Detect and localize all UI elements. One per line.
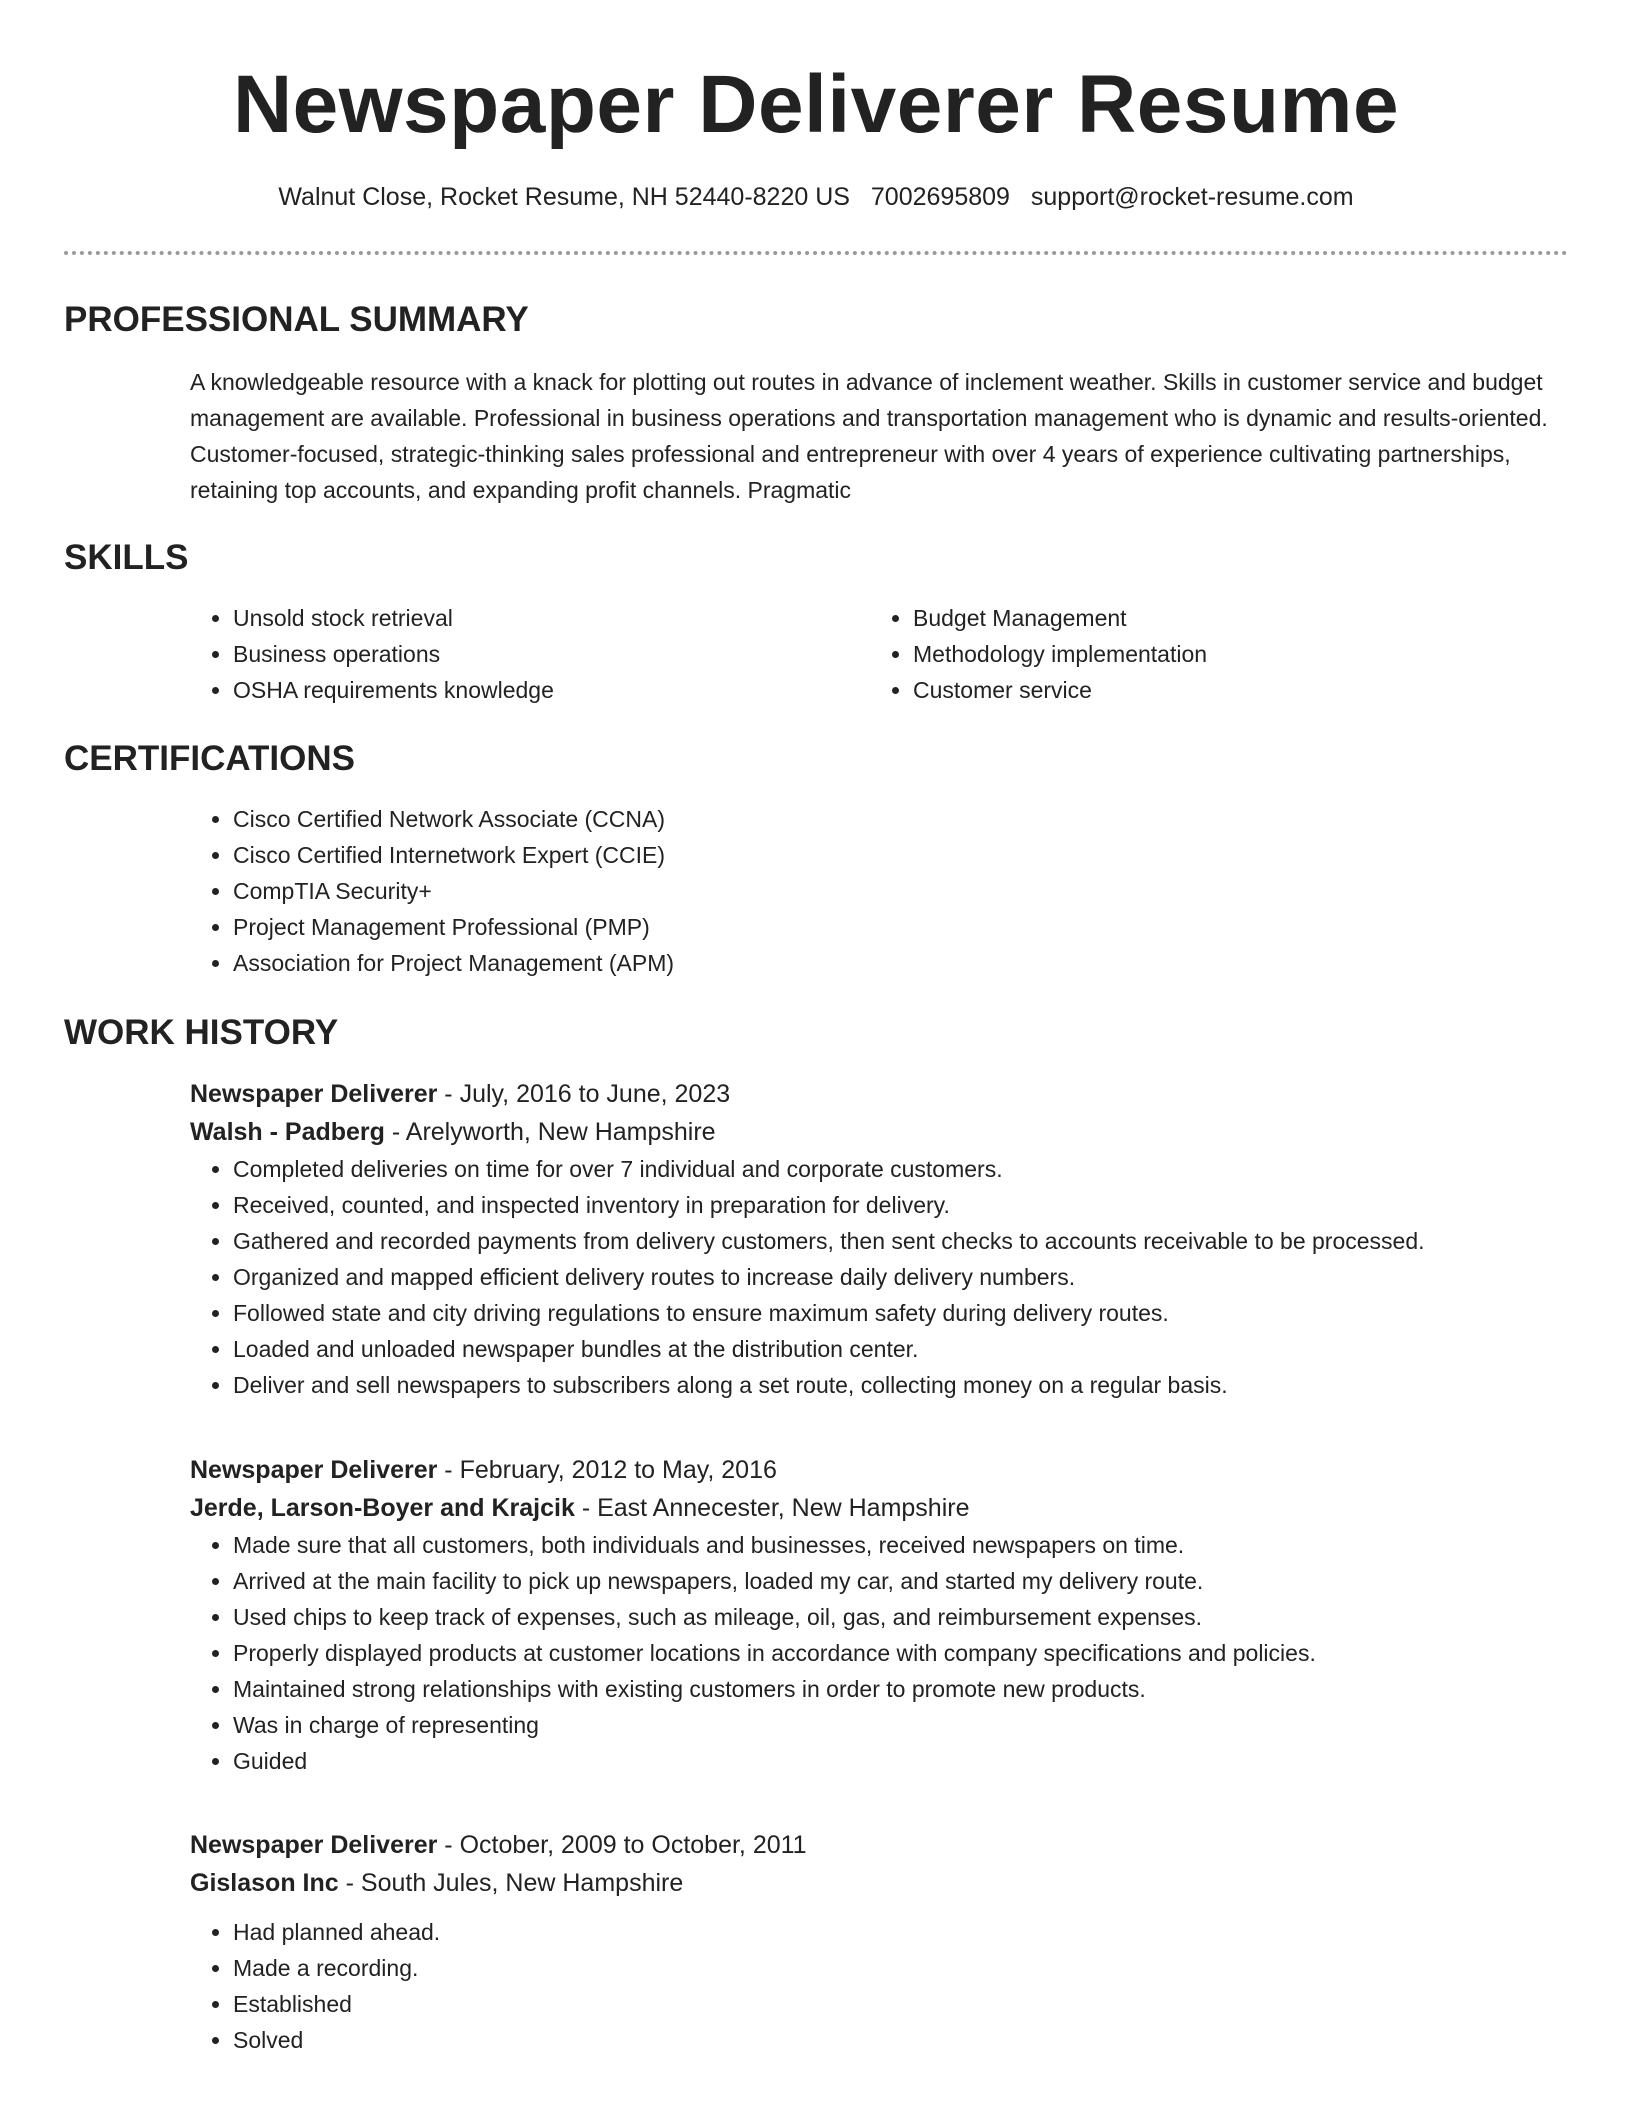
job-location: - South Jules, New Hampshire — [338, 1869, 684, 1897]
contact-email[interactable]: support@rocket-resume.com — [1030, 183, 1354, 211]
job-duty: • Was in charge of representing — [233, 1707, 1568, 1743]
job-entry — [190, 1826, 1568, 2058]
certification-item: • Project Management Professional (PMP) — [233, 909, 1568, 945]
skills-heading: SKILLS — [64, 538, 189, 577]
summary-section — [190, 364, 1568, 508]
job-duty: • Had planned ahead. — [233, 1914, 1568, 1950]
job-duty: • Arrived at the main facility to pick up newspapers, loaded my car, and started my delivery route. — [233, 1563, 1568, 1599]
header-divider — [64, 251, 1568, 255]
job-title-line — [190, 1075, 1568, 1113]
job-duty: • Made sure that all customers, both individuals and businesses, received newspapers on time. — [233, 1527, 1568, 1563]
job-entry — [190, 1075, 1568, 1403]
job-duties — [190, 1527, 1568, 1779]
resume-page — [64, 0, 1568, 2053]
certification-item: • Association for Project Management (APM) — [233, 945, 1568, 981]
job-company: Jerde, Larson-Boyer and Krajcik — [190, 1494, 575, 1522]
job-dates: - July, 2016 to June, 2023 — [437, 1080, 731, 1108]
job-company: Walsh - Padberg — [190, 1118, 385, 1146]
job-duty: • Loaded and unloaded newspaper bundles at the distribution center. — [233, 1331, 1568, 1367]
job-duty: • Followed state and city driving regulations to ensure maximum safety during delivery routes. — [233, 1295, 1568, 1331]
certification-item: • Cisco Certified Internetwork Expert (CCIE) — [233, 837, 1568, 873]
skill-item: • Methodology implementation — [913, 636, 1550, 672]
job-duty: • Maintained strong relationships with existing customers in order to promote new products. — [233, 1671, 1568, 1707]
job-duty: • Gathered and recorded payments from delivery customers, then sent checks to accounts receivable to be processed. — [233, 1223, 1568, 1259]
job-dates: - February, 2012 to May, 2016 — [437, 1456, 777, 1484]
skill-item: • Budget Management — [913, 600, 1550, 636]
certifications-heading: CERTIFICATIONS — [64, 739, 356, 778]
contact-line — [64, 180, 1568, 214]
job-duties — [190, 1914, 1568, 2058]
skill-item: • Unsold stock retrieval — [233, 600, 870, 636]
work-history-heading: WORK HISTORY — [64, 1013, 339, 1052]
skills-column-left — [190, 600, 870, 708]
job-company: Gislason Inc — [190, 1869, 339, 1897]
job-duty: • Organized and mapped efficient delivery routes to increase daily delivery numbers. — [233, 1259, 1568, 1295]
job-duty: • Solved — [233, 2022, 1568, 2058]
job-duty: • Established — [233, 1986, 1568, 2022]
job-title: Newspaper Deliverer — [190, 1831, 438, 1859]
resume-title: Newspaper Deliverer Resume — [232, 59, 1400, 150]
certification-item: • CompTIA Security+ — [233, 873, 1568, 909]
job-duty: • Made a recording. — [233, 1950, 1568, 1986]
job-title: Newspaper Deliverer — [190, 1080, 438, 1108]
job-duties — [190, 1151, 1568, 1403]
skills-column-right — [870, 600, 1550, 708]
job-dates: - October, 2009 to October, 2011 — [437, 1831, 807, 1859]
contact-phone: 7002695809 — [870, 183, 1010, 211]
skill-item: • Business operations — [233, 636, 870, 672]
job-location: - East Annecester, New Hampshire — [574, 1494, 970, 1522]
job-duty: • Properly displayed products at customer locations in accordance with company specifications and policies. — [233, 1635, 1568, 1671]
skills-section — [190, 600, 1568, 708]
job-company-line — [190, 1489, 1568, 1527]
certification-item: • Cisco Certified Network Associate (CCNA) — [233, 801, 1568, 837]
job-duty: • Deliver and sell newspapers to subscribers along a set route, collecting money on a regular basis. — [233, 1367, 1568, 1403]
summary-heading: PROFESSIONAL SUMMARY — [64, 300, 529, 339]
job-title-line — [190, 1451, 1568, 1489]
skill-item: • Customer service — [913, 672, 1550, 708]
job-duty: • Used chips to keep track of expenses, such as mileage, oil, gas, and reimbursement expenses. — [233, 1599, 1568, 1635]
job-company-line — [190, 1113, 1568, 1151]
job-duty: • Received, counted, and inspected inventory in preparation for delivery. — [233, 1187, 1568, 1223]
skill-item: • OSHA requirements knowledge — [233, 672, 870, 708]
job-company-line — [190, 1864, 1568, 1902]
job-title-line — [190, 1826, 1568, 1864]
job-duty: • Guided — [233, 1743, 1568, 1779]
job-duty: • Completed deliveries on time for over 7 individual and corporate customers. — [233, 1151, 1568, 1187]
contact-address: Walnut Close, Rocket Resume, NH 52440-8220 US — [278, 183, 850, 211]
job-title: Newspaper Deliverer — [190, 1456, 438, 1484]
job-location: - Arelyworth, New Hampshire — [384, 1118, 716, 1146]
job-entry — [190, 1451, 1568, 1779]
certifications-section — [190, 801, 1568, 981]
summary-text: A knowledgeable resource with a knack for plotting out routes in advance of inclement weather. Skills in customer service and budget management are available. Professional in business operations and transportation management who is dynamic and results-oriented. Customer-focused, strategic-thinking sales professional and entrepreneur with over 4 years of experience cultivating partnerships, retaining top accounts, and expanding profit channels. Pragmatic — [190, 369, 1548, 503]
